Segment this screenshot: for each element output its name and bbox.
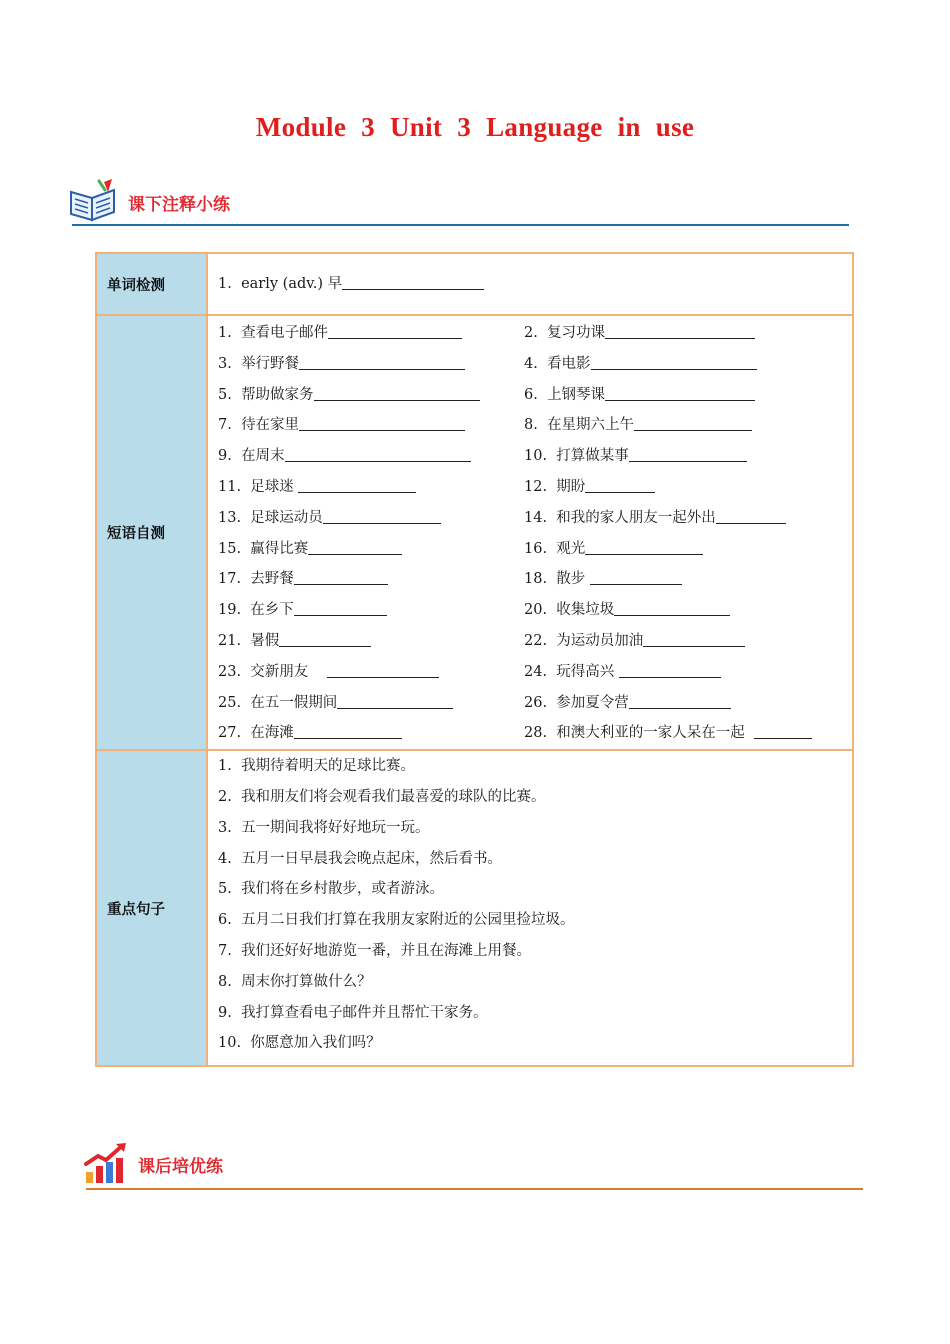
item-number: 10. <box>218 1035 242 1052</box>
answer-blank[interactable] <box>590 567 682 585</box>
page-title: Module 3 Unit 3 Language in use <box>255 112 695 142</box>
answer-blank[interactable] <box>299 413 465 431</box>
answer-blank[interactable] <box>342 272 484 290</box>
phrase-item <box>524 380 852 411</box>
phrase-cell <box>208 316 852 751</box>
phrase-item <box>524 534 852 565</box>
answer-blank[interactable] <box>294 567 388 585</box>
sentence-item <box>218 936 852 967</box>
item-number: 9. <box>218 1004 232 1021</box>
item-number: 16. <box>524 540 548 557</box>
answer-blank[interactable] <box>629 444 747 462</box>
phrase-item <box>524 688 852 719</box>
answer-blank[interactable] <box>294 598 387 616</box>
phrase-item <box>218 564 524 595</box>
category-label: 单词检测 <box>97 254 208 316</box>
answer-blank[interactable] <box>308 537 402 555</box>
item-number: 22. <box>524 632 548 649</box>
sentence-item <box>218 813 852 844</box>
phrase-text: 去野餐 <box>250 571 294 588</box>
phrase-text: 看电影 <box>547 355 591 372</box>
item-number: 3. <box>218 355 232 372</box>
phrase-text: 交新朋友 <box>250 663 327 680</box>
book-icon <box>68 178 120 226</box>
phrase-item <box>524 657 852 688</box>
phrase-text: 上钢琴课 <box>547 386 606 403</box>
item-number: 17. <box>218 571 242 588</box>
phrase-item <box>218 318 524 349</box>
table-row <box>97 316 852 751</box>
phrase-text: 在乡下 <box>250 602 294 619</box>
item-number: 19. <box>218 602 242 619</box>
phrase-text: 和我的家人朋友一起外出 <box>556 509 716 526</box>
word-check-cell <box>208 254 852 316</box>
phrase-item <box>524 718 852 749</box>
phrase-item <box>218 503 524 534</box>
item-number: 20. <box>524 602 548 619</box>
phrase-grid <box>218 316 852 749</box>
sentence-text: 你愿意加入我们吗？ <box>250 1035 381 1052</box>
section-header-notes <box>68 178 230 226</box>
answer-blank[interactable] <box>629 691 731 709</box>
answer-blank[interactable] <box>323 506 441 524</box>
phrase-text: 收集垃圾 <box>556 602 615 619</box>
item-number: 10. <box>524 448 548 465</box>
phrase-text: 暑假 <box>250 632 280 649</box>
answer-blank[interactable] <box>285 444 471 462</box>
sentence-item <box>218 967 852 998</box>
answer-blank[interactable] <box>279 629 371 647</box>
sentence-item <box>218 844 852 875</box>
item-number: 24. <box>524 663 548 680</box>
item-number: 4. <box>524 355 538 372</box>
section-title-notes: 课下注释小练 <box>128 194 230 215</box>
item-number: 7. <box>218 417 232 434</box>
phrase-item <box>218 441 524 472</box>
item-number: 1. <box>218 325 232 341</box>
item-number: 12. <box>524 478 548 495</box>
phrase-item <box>524 349 852 380</box>
answer-blank[interactable] <box>327 660 439 678</box>
phrase-text: 在星期六上午 <box>547 417 635 434</box>
item-number: 5. <box>218 881 232 898</box>
sentence-item <box>218 905 852 936</box>
sentence-item <box>218 751 852 782</box>
sentence-list <box>218 751 852 1065</box>
answer-blank[interactable] <box>298 475 416 493</box>
phrase-item <box>218 718 524 749</box>
phrase-text: 观光 <box>556 540 586 557</box>
sentence-cell <box>208 751 852 1065</box>
phrase-text: 查看电子邮件 <box>241 325 329 341</box>
answer-blank[interactable] <box>643 629 745 647</box>
answer-blank[interactable] <box>591 352 757 370</box>
sentence-text: 五一期间我将好好地玩一玩。 <box>241 819 430 836</box>
sentence-text: 我期待着明天的足球比赛。 <box>241 758 416 775</box>
answer-blank[interactable] <box>634 413 752 431</box>
phrase-text: 在周末 <box>241 448 285 465</box>
phrase-item <box>524 441 852 472</box>
phrase-item <box>218 595 524 626</box>
phrase-item <box>524 626 852 657</box>
item-number: 1. <box>218 758 232 775</box>
category-label: 重点句子 <box>97 751 208 1065</box>
item-number: 7. <box>218 942 232 959</box>
phrase-item <box>218 472 524 503</box>
phrase-text: 在海滩 <box>250 725 294 742</box>
sentence-item <box>218 782 852 813</box>
item-number: 4. <box>218 850 232 867</box>
phrase-text: 足球运动员 <box>250 509 323 526</box>
phrase-item <box>524 564 852 595</box>
item-number: 6. <box>218 912 232 929</box>
item-number: 3. <box>218 819 232 836</box>
section-divider <box>72 224 849 226</box>
phrase-text: 散步 <box>556 571 590 588</box>
sentence-text: 我们将在乡村散步，或者游泳。 <box>241 881 445 898</box>
item-number: 27. <box>218 725 242 742</box>
sentence-item <box>218 874 852 905</box>
answer-blank[interactable] <box>585 475 655 493</box>
table-row <box>97 254 852 316</box>
phrase-text: 和澳大利亚的一家人呆在一起 <box>556 725 754 742</box>
answer-blank[interactable] <box>716 506 786 524</box>
item-number: 8. <box>218 973 232 990</box>
item-number: 11. <box>218 478 242 495</box>
item-number: 15. <box>218 540 242 557</box>
answer-blank[interactable] <box>754 721 812 739</box>
table-row <box>97 751 852 1065</box>
phrase-text: 玩得高兴 <box>556 663 619 680</box>
answer-blank[interactable] <box>328 321 462 339</box>
item-number: 23. <box>218 663 242 680</box>
phrase-item <box>524 410 852 441</box>
sentence-text: 我们还好好地游览一番，并且在海滩上用餐。 <box>241 942 532 959</box>
sentence-text: 五月二日我们打算在我朋友家附近的公园里捡垃圾。 <box>241 912 575 929</box>
item-number: 5. <box>218 386 232 403</box>
section-title-practice: 课后培优练 <box>138 1156 223 1177</box>
item-number: 26. <box>524 694 548 711</box>
section-header-practice <box>84 1140 223 1188</box>
answer-blank[interactable] <box>337 691 453 709</box>
phrase-text: 期盼 <box>556 478 586 495</box>
phrase-text: 在五一假期间 <box>250 694 338 711</box>
phrase-item <box>524 503 852 534</box>
phrase-item <box>218 534 524 565</box>
item-number: 18. <box>524 571 548 588</box>
phrase-item <box>524 472 852 503</box>
answer-blank[interactable] <box>614 598 730 616</box>
phrase-item <box>218 688 524 719</box>
phrase-item <box>524 318 852 349</box>
phrase-item <box>524 595 852 626</box>
item-number: 2. <box>524 325 538 341</box>
phrase-text: 复习功课 <box>547 325 606 341</box>
item-number: 2. <box>218 788 232 805</box>
answer-blank[interactable] <box>619 660 721 678</box>
sentence-item <box>218 998 852 1029</box>
item-number: 25. <box>218 694 242 711</box>
phrase-text: 打算做某事 <box>556 448 629 465</box>
sentence-item <box>218 1028 852 1059</box>
phrase-item <box>218 380 524 411</box>
phrase-text: 待在家里 <box>241 417 300 434</box>
item-number: 8. <box>524 417 538 434</box>
item-number: 9. <box>218 448 232 465</box>
phrase-text: 举行野餐 <box>241 355 300 372</box>
item-number: 21. <box>218 632 242 649</box>
sentence-text: 五月一日早晨我会晚点起床，然后看书。 <box>241 850 503 867</box>
list-item: 1. early (adv.) 早 <box>218 269 852 300</box>
answer-blank[interactable] <box>585 537 703 555</box>
category-label: 短语自测 <box>97 316 208 751</box>
phrase-item <box>218 626 524 657</box>
sentence-text: 我和朋友们将会观看我们最喜爱的球队的比赛。 <box>241 788 546 805</box>
phrase-item <box>218 657 524 688</box>
item-number: 6. <box>524 386 538 403</box>
answer-blank[interactable] <box>294 721 402 739</box>
sentence-text: 我打算查看电子邮件并且帮忙干家务。 <box>241 1004 488 1021</box>
item-number: 14. <box>524 509 548 526</box>
worksheet-table <box>95 252 854 1067</box>
answer-blank[interactable] <box>605 383 755 401</box>
sentence-text: 周末你打算做什么？ <box>241 973 372 990</box>
phrase-text: 参加夏令营 <box>556 694 629 711</box>
item-number: 28. <box>524 725 548 742</box>
phrase-text: 赢得比赛 <box>250 540 309 557</box>
phrase-text: 帮助做家务 <box>241 386 314 403</box>
phrase-item <box>218 410 524 441</box>
section-divider <box>86 1188 863 1190</box>
growth-chart-icon <box>84 1140 130 1188</box>
answer-blank[interactable] <box>605 321 755 339</box>
phrase-item <box>218 349 524 380</box>
phrase-text: 足球迷 <box>250 478 299 495</box>
phrase-text: 为运动员加油 <box>556 632 644 649</box>
answer-blank[interactable] <box>299 352 465 370</box>
item-number: 13. <box>218 509 242 526</box>
answer-blank[interactable] <box>314 383 480 401</box>
